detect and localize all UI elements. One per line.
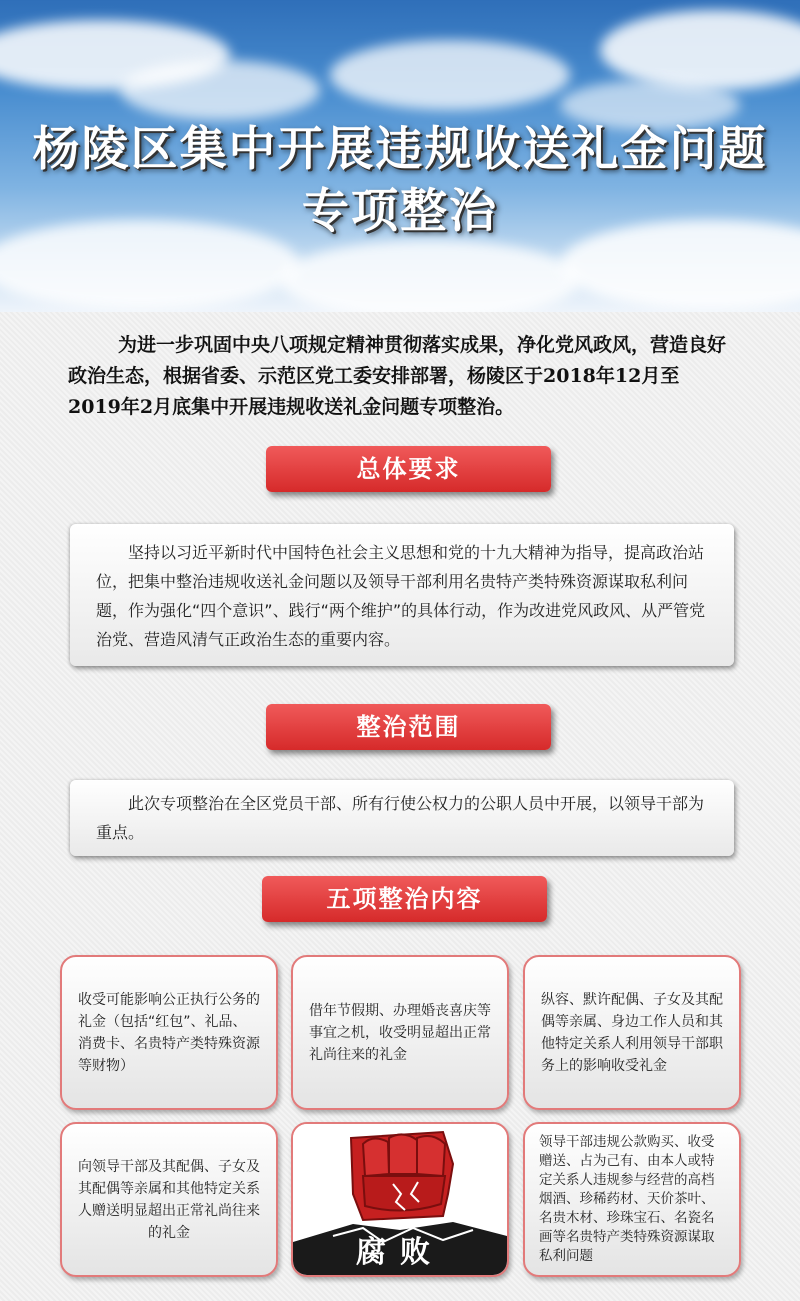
section-title-five-items: 五项整治内容 [262, 876, 547, 922]
rectification-card-2 [291, 955, 509, 1110]
scope-text: 此次专项整治在全区党员干部、所有行使公权力的公职人员中开展，以领导干部为重点。 [96, 794, 705, 842]
rectification-card-text: 向领导干部及其配偶、子女及其配偶等亲属和其他特定关系人赠送明显超出正常礼尚往来的礼金 [78, 1158, 260, 1241]
rectification-card-5 [523, 1122, 741, 1277]
section-title-general: 总体要求 [266, 446, 551, 492]
general-requirements-panel [70, 524, 734, 666]
general-requirements-text: 坚持以习近平新时代中国特色社会主义思想和党的十九大精神为指导，提高政治站位，把集中整治违规收送礼金问题以及领导干部利用名贵特产类特殊资源谋取私利问题，作为强化“四个意识”、践行“两个维护”的具体行动，作为改进党风政风、从严管党治党、营造风清气正政治生态的重要内容。 [96, 543, 706, 649]
header-banner [0, 0, 800, 312]
rectification-card-text: 纵容、默许配偶、子女及其配偶等亲属、身边工作人员和其他特定关系人利用领导干部职务上的影响收受礼金 [541, 991, 723, 1074]
intro-paragraph: 为进一步巩固中央八项规定精神贯彻落实成果，净化党风政风，营造良好政治生态，根据省委、示范区党工委安排部署，杨陵区于2018年12月至2019年2月底集中开展违规收送礼金问题专项整治。 [68, 334, 727, 418]
anti-corruption-fist-image [291, 1122, 509, 1277]
section-title-scope: 整治范围 [266, 704, 551, 750]
scope-panel [70, 780, 734, 856]
rectification-card-text: 领导干部违规公款购买、收受赠送、占为己有、由本人或特定关系人违规参与经营的高档烟酒、珍稀药材、天价茶叶、名贵木材、珍珠宝石、名瓷名画等名贵特产类特殊资源谋取私利问题 [539, 1134, 715, 1264]
page-title-line-1: 杨陵区集中开展违规收送礼金问题 [32, 122, 768, 177]
rectification-card-text: 收受可能影响公正执行公务的礼金（包括“红包”、礼品、消费卡、名贵特产类特殊资源等财物） [78, 991, 260, 1074]
rectification-card-text: 借年节假期、办理婚丧喜庆等事宜之机，收受明显超出正常礼尚往来的礼金 [309, 1002, 491, 1063]
page-title-line-2: 专项整治 [302, 184, 498, 239]
rectification-card-4 [60, 1122, 278, 1277]
rectification-card-1 [60, 955, 278, 1110]
corruption-text: 腐败 [356, 1235, 444, 1270]
fist-illustration [293, 1124, 507, 1275]
rectification-card-3 [523, 955, 741, 1110]
